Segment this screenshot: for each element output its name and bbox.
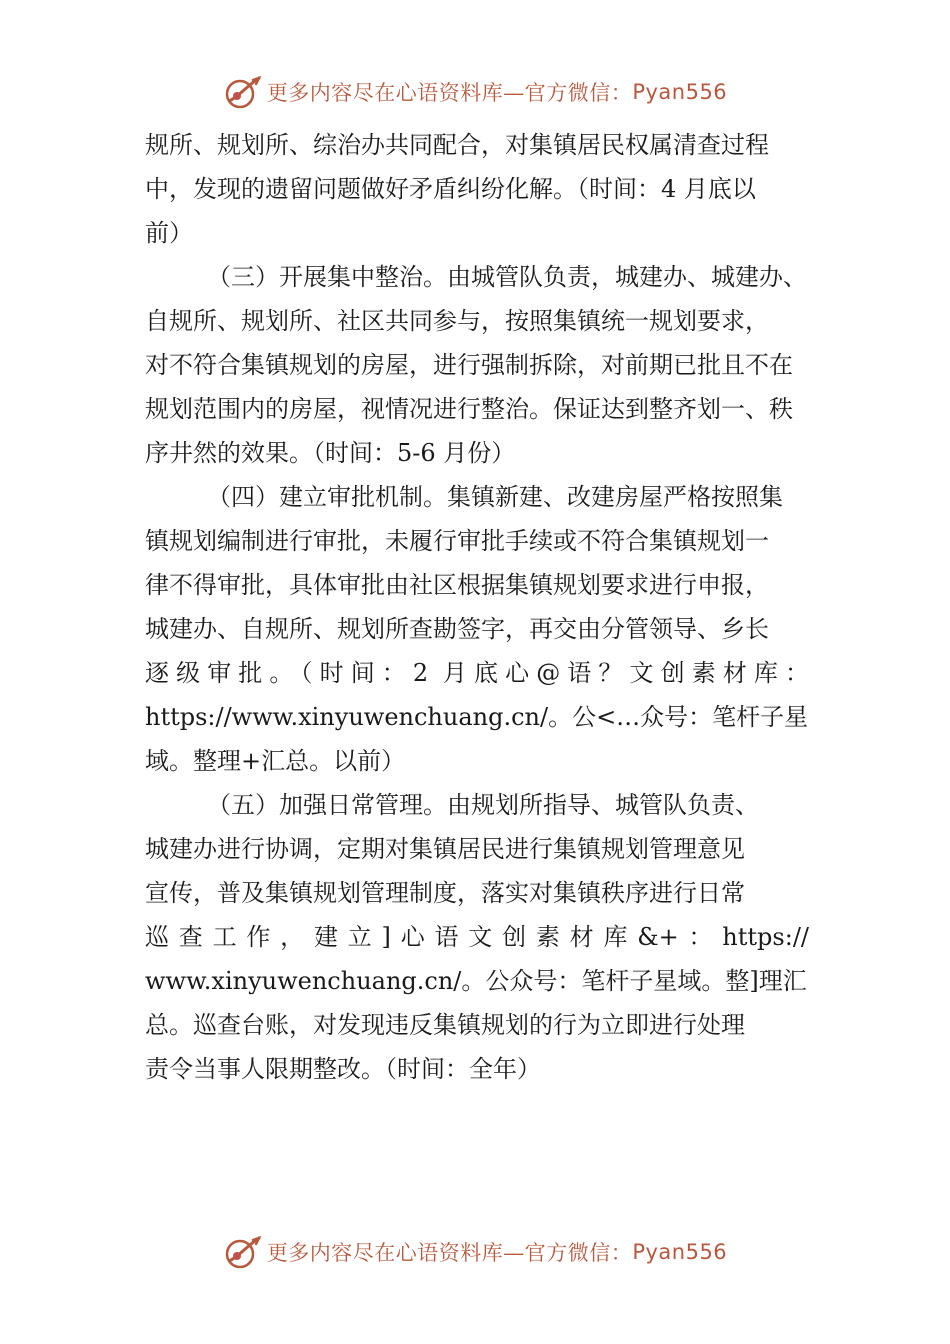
text-line: 城建办进行协调，定期对集镇居民进行集镇规划管理意见: [145, 835, 745, 863]
text-line: 对不符合集镇规划的房屋，进行强制拆除，对前期已批且不在: [145, 351, 793, 379]
text-line: 责令当事人限期整改。（时间：全年）: [145, 1055, 541, 1083]
text-line: 律不得审批，具体审批由社区根据集镇规划要求进行申报，: [145, 571, 769, 599]
text-line: https://www.xinyuwenchuang.cn/。公<…众号：笔杆子星: [145, 703, 809, 731]
text-line: 规所、规划所、综治办共同配合，对集镇居民权属清查过程: [145, 131, 769, 159]
text-line: 总。巡查台账，对发现违反集镇规划的行为立即进行处理: [145, 1011, 745, 1039]
text-line: 城建办、自规所、规划所查勘签字，再交由分管领导、乡长: [145, 615, 769, 643]
paragraph-heading-line: （四）建立审批机制。集镇新建、改建房屋严格按照集: [207, 483, 783, 511]
watermark-handle: Pyan556: [632, 1240, 728, 1264]
watermark-text: 更多内容尽在心语资料库—官方微信：: [266, 81, 633, 105]
logo-icon: [223, 72, 263, 112]
paragraph-heading-line: （五）加强日常管理。由规划所指导、城管队负责、: [207, 791, 759, 819]
text-line: www.xinyuwenchuang.cn/。公众号：笔杆子星域。整]理汇: [145, 967, 807, 995]
text-line: 巡查工作，建立]心语文创素材库&+：https://: [145, 923, 809, 951]
text-line: 镇规划编制进行审批，未履行审批手续或不符合集镇规划一: [145, 527, 769, 555]
header-watermark: [0, 72, 950, 112]
text-line: 自规所、规划所、社区共同参与，按照集镇统一规划要求，: [145, 307, 769, 335]
watermark-text: 更多内容尽在心语资料库—官方微信：: [266, 1241, 633, 1265]
document-body: [145, 123, 809, 1091]
text-line: 宣传，普及集镇规划管理制度，落实对集镇秩序进行日常: [145, 879, 745, 907]
footer-watermark: [0, 1232, 950, 1272]
text-line: 逐级审批。（时间：2 月底心@语？文创素材库：: [145, 659, 809, 687]
watermark-handle: Pyan556: [632, 80, 728, 104]
text-line: 前）: [145, 219, 193, 247]
paragraph-heading-line: （三）开展集中整治。由城管队负责，城建办、城建办、: [207, 263, 807, 291]
text-line: 规划范围内的房屋，视情况进行整治。保证达到整齐划一、秩: [145, 395, 793, 423]
text-line: 域。整理+汇总。以前）: [145, 747, 406, 775]
text-line: 序井然的效果。（时间：5-6 月份）: [145, 439, 516, 467]
text-line: 中，发现的遗留问题做好矛盾纠纷化解。（时间：4 月底以: [145, 175, 756, 203]
logo-icon: [223, 1232, 263, 1272]
